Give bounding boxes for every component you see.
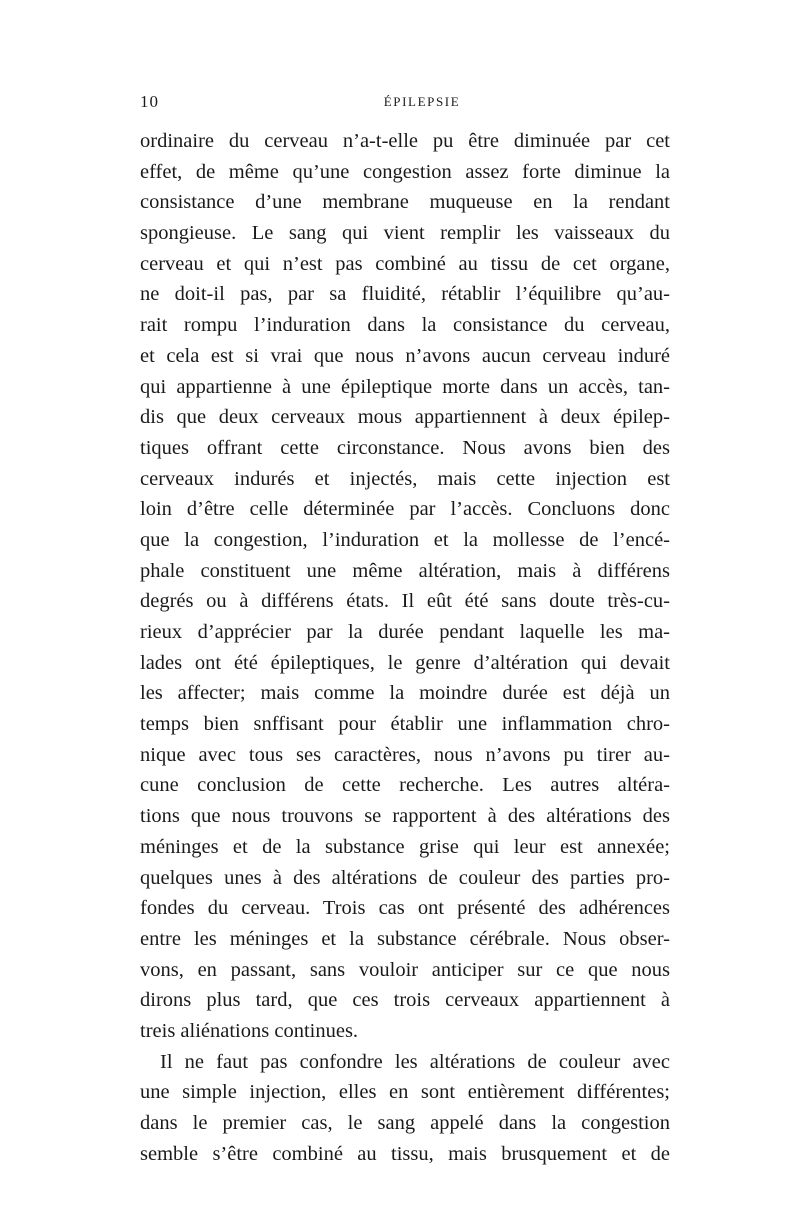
- text-line: temps bien snffisant pour établir une inflammation chro-: [140, 713, 670, 736]
- text-line: dirons plus tard, que ces trois cerveaux appartiennent à: [140, 989, 670, 1012]
- text-line: entre les méninges et la substance cérébrale. Nous obser-: [140, 927, 670, 950]
- text-line: loin d’être celle déterminée par l’accès. Concluons donc: [140, 498, 670, 521]
- text-line: spongieuse. Le sang qui vient remplir les vaisseaux du: [140, 222, 670, 245]
- text-line: cerveaux indurés et injectés, mais cette injection est: [140, 467, 670, 490]
- text-line: et cela est si vrai que nous n’avons aucun cerveau induré: [140, 344, 670, 367]
- text-line: semble s’être combiné au tissu, mais brusquement et de: [140, 1142, 670, 1165]
- text-line: lades ont été épileptiques, le genre d’altération qui devait: [140, 651, 670, 674]
- text-line: nique avec tous ses caractères, nous n’avons pu tirer au-: [140, 743, 670, 766]
- text-line: degrés ou à différens états. Il eût été sans doute très-cu-: [140, 590, 670, 613]
- text-line: cune conclusion de cette recherche. Les autres altéra-: [140, 774, 670, 797]
- text-line: qui appartienne à une épileptique morte dans un accès, tan-: [140, 375, 670, 398]
- text-line: phale constituent une même altération, mais à différens: [140, 559, 670, 582]
- text-line: vons, en passant, sans vouloir anticiper sur ce que nous: [140, 958, 670, 981]
- text-line: dans le premier cas, le sang appelé dans la congestion: [140, 1112, 670, 1134]
- body-text: [140, 126, 670, 1169]
- text-line: dis que deux cerveaux mous appartiennent à deux épilep-: [140, 406, 670, 429]
- text-line: que la congestion, l’induration et la mollesse de l’encé-: [140, 528, 670, 551]
- text-line: fondes du cerveau. Trois cas ont présenté des adhérences: [140, 897, 670, 920]
- text-line: treis aliénations continues.: [140, 1019, 359, 1042]
- text-line: ne doit-il pas, par sa fluidité, rétablir l’équilibre qu’au-: [140, 283, 670, 306]
- text-line: tions que nous trouvons se rapportent à des altérations des: [140, 805, 670, 828]
- text-line: effet, de même qu’une congestion assez forte diminue la: [140, 160, 670, 183]
- page-number: 10: [140, 92, 159, 111]
- text-line: les affecter; mais comme la moindre durée est déjà un: [140, 682, 670, 705]
- text-line: quelques unes à des altérations de couleur des parties pro-: [140, 866, 670, 889]
- text-line: ordinaire du cerveau n’a-t-elle pu être diminuée par cet: [140, 130, 670, 152]
- text-line: Il ne faut pas confondre les altérations de couleur avec: [160, 1050, 670, 1073]
- text-line: rait rompu l’induration dans la consistance du cerveau,: [140, 314, 670, 337]
- text-line: consistance d’une membrane muqueuse en la rendant: [140, 191, 670, 214]
- running-title: ÉPILEPSIE: [383, 94, 461, 109]
- page-header: [140, 92, 670, 116]
- text-line: tiques offrant cette circonstance. Nous avons bien des: [140, 436, 670, 459]
- text-line: rieux d’apprécier par la durée pendant laquelle les ma-: [140, 621, 670, 643]
- text-line: méninges et de la substance grise qui leur est annexée;: [140, 835, 670, 858]
- text-line: une simple injection, elles en sont entièrement différentes;: [140, 1081, 670, 1104]
- text-line: cerveau et qui n’est pas combiné au tissu de cet organe,: [140, 252, 670, 275]
